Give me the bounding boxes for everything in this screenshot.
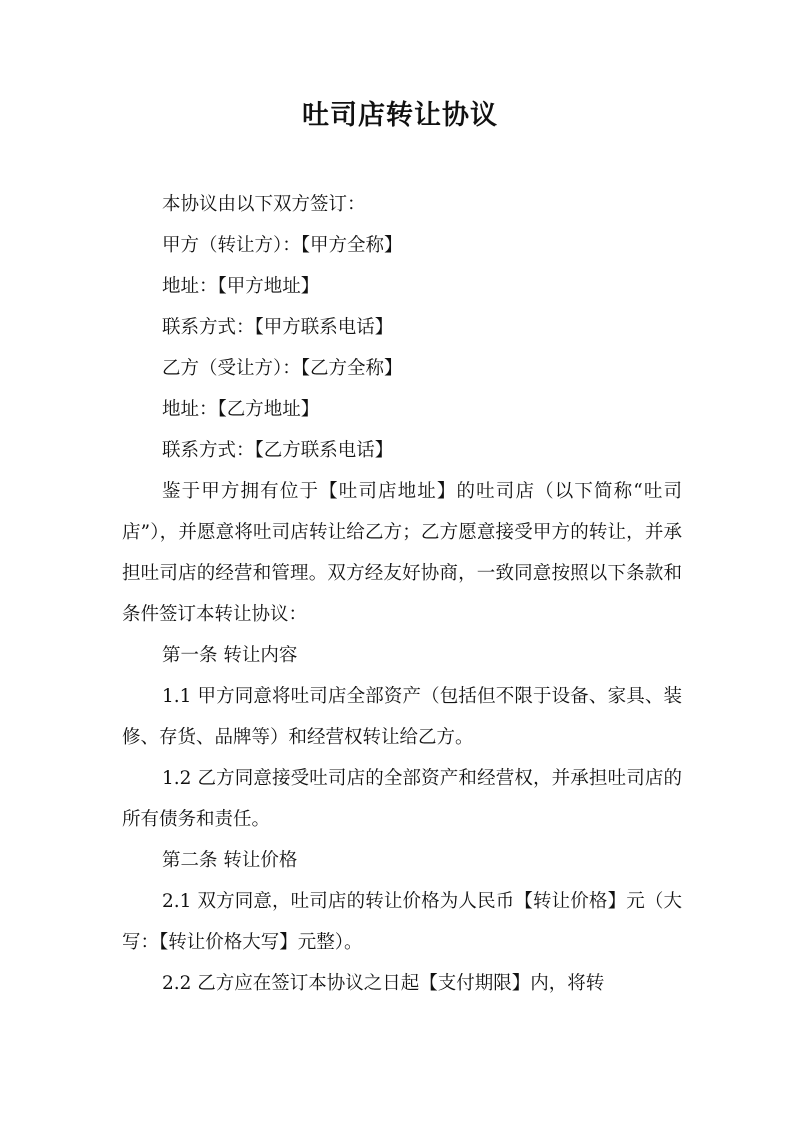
party-b-address: 地址：【乙方地址】 [162, 399, 320, 420]
article-2-heading: 第二条 转让价格 [162, 850, 298, 871]
intro-paragraph: 本协议由以下双方签订： [162, 194, 366, 215]
document-body [122, 184, 682, 1004]
article-1-heading: 第一条 转让内容 [162, 645, 298, 666]
party-b-contact: 联系方式：【乙方联系电话】 [162, 440, 394, 461]
clause-1-1: 1.1 甲方同意将吐司店全部资产（包括但不限于设备、家具、装修、存货、品牌等）和经营权转让给乙方。 [122, 686, 682, 748]
party-a-contact: 联系方式：【甲方联系电话】 [162, 317, 394, 338]
clause-1-2: 1.2 乙方同意接受吐司店的全部资产和经营权，并承担吐司店的所有债务和责任。 [122, 768, 682, 830]
recital-paragraph: 鉴于甲方拥有位于【吐司店地址】的吐司店（以下简称“吐司店”），并愿意将吐司店转让给乙方；乙方愿意接受甲方的转让，并承担吐司店的经营和管理。双方经友好协商，一致同意按照以下条款和条件签订本转让协议： [122, 481, 682, 625]
party-b-name: 乙方（受让方）：【乙方全称】 [162, 358, 403, 379]
party-a-name: 甲方（转让方）：【甲方全称】 [162, 235, 403, 256]
document-title: 吐司店转让协议 [302, 100, 498, 131]
clause-2-2: 2.2 乙方应在签订本协议之日起【支付期限】内，将转 [162, 973, 605, 994]
clause-2-1: 2.1 双方同意，吐司店的转让价格为人民币【转让价格】元（大写：【转让价格大写】元整）。 [122, 891, 682, 953]
party-a-address: 地址：【甲方地址】 [162, 276, 320, 297]
